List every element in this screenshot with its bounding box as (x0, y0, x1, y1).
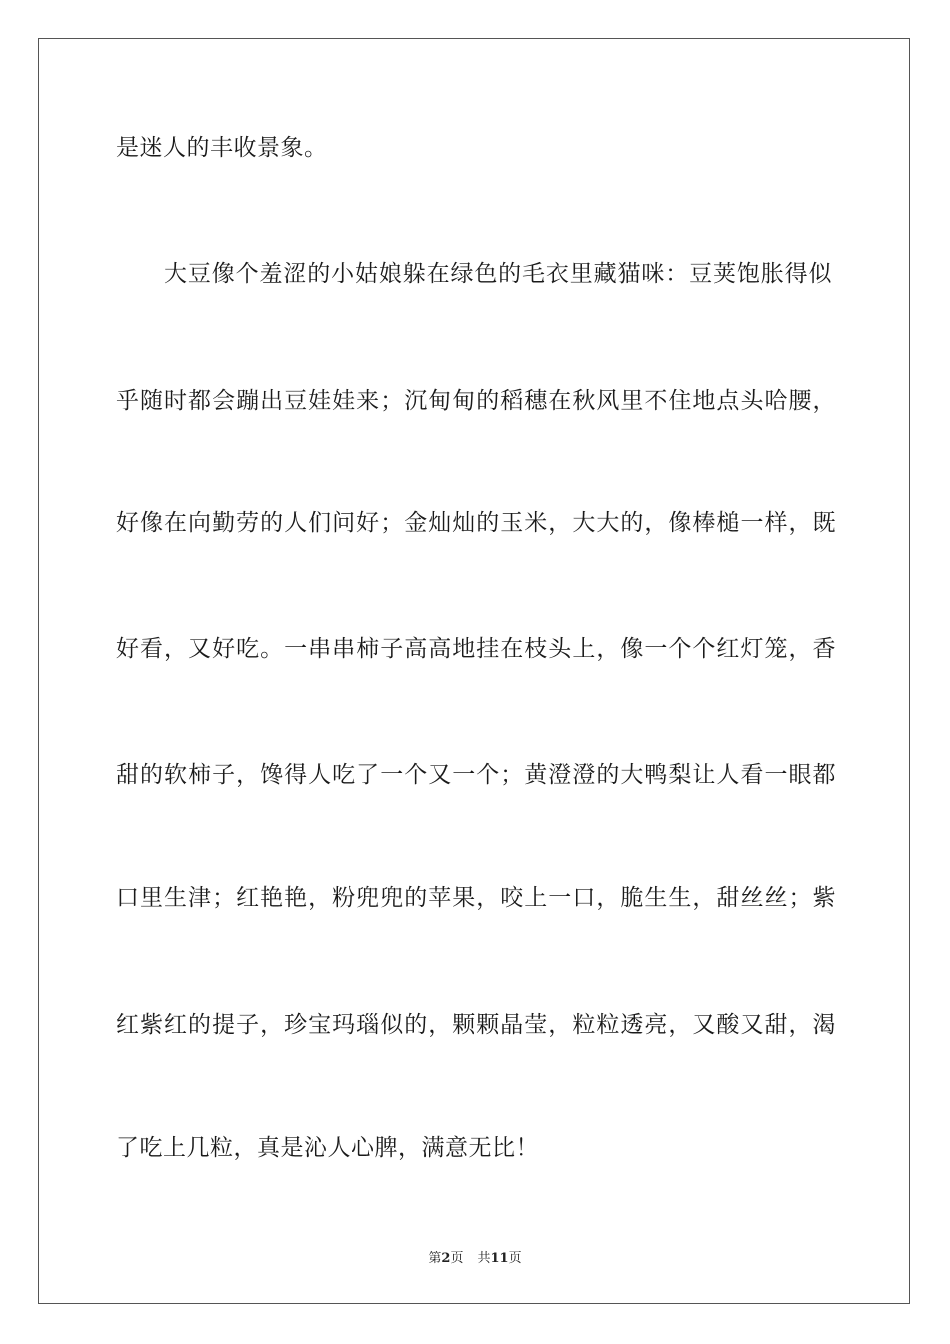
text-line-8: 红紫红的提子，珍宝玛瑙似的，颗颗晶莹，粒粒透亮，又酸又甜，渴 (116, 1012, 836, 1038)
page-suffix: 页 (450, 1251, 464, 1266)
text-line-3: 乎随时都会蹦出豆娃娃来；沉甸甸的稻穗在秋风里不住地点头哈腰， (116, 388, 836, 414)
text-line-7: 口里生津；红艳艳，粉兜兜的苹果，咬上一口，脆生生，甜丝丝；紫 (116, 885, 836, 911)
page-prefix: 第 (428, 1251, 442, 1266)
text-line-9: 了吃上几粒，真是沁人心脾，满意无比！ (116, 1135, 539, 1161)
text-line-6: 甜的软柿子，馋得人吃了一个又一个；黄澄澄的大鸭梨让人看一眼都 (116, 762, 836, 788)
page-border (38, 38, 910, 1304)
page-number: 2 (441, 1251, 451, 1266)
text-line-1: 是迷人的丰收景象。 (116, 135, 328, 161)
text-line-5: 好看，又好吃。一串串柿子高高地挂在枝头上，像一个个红灯笼，香 (116, 636, 836, 662)
page-footer (0, 1247, 950, 1266)
total-suffix: 页 (508, 1251, 522, 1266)
total-pages: 11 (490, 1251, 509, 1266)
total-prefix: 共 (477, 1251, 491, 1266)
text-line-4: 好像在向勤劳的人们问好；金灿灿的玉米，大大的，像棒槌一样，既 (116, 510, 836, 536)
paragraph-first-line: 大豆像个羞涩的小姑娘躲在绿色的毛衣里藏猫咪：豆荚饱胀得似 (164, 261, 832, 287)
